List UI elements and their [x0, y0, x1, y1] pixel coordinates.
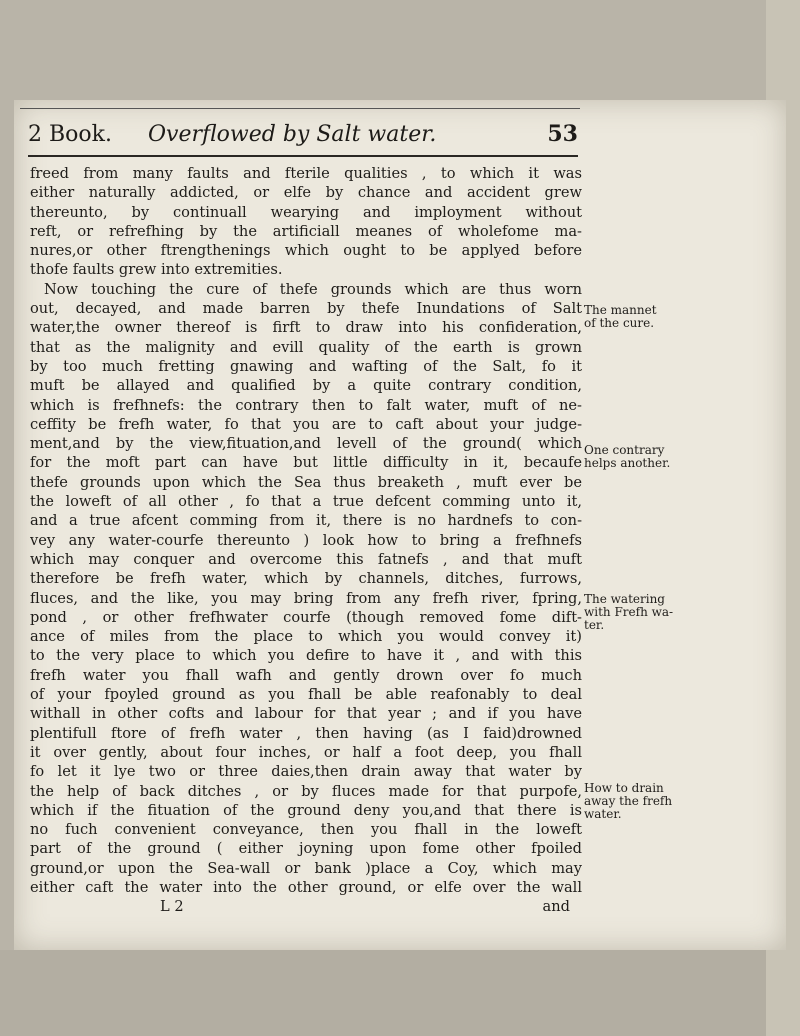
text-line: withall in other cofts and labour for that year ; and if you have — [30, 705, 582, 723]
text-line: that as the malignity and evill quality of the earth is grown — [30, 338, 582, 356]
page-number: 53 — [547, 121, 578, 147]
text-line: fluces, and the like, you may bring from any frefh river, fpring, — [30, 589, 582, 607]
text-line: muft be allayed and qualified by a quite contrary condition, — [30, 377, 582, 395]
text-line: and a true afcent comming from it, there is no hardnefs to con- — [30, 512, 582, 530]
running-title: Overflowed by Salt water. — [148, 122, 437, 147]
margin-note-watering — [584, 593, 760, 632]
text-line: which if the fituation of the ground deny you,and that there is — [30, 801, 582, 819]
margin-note-line: with Frefh wa- — [584, 605, 674, 619]
margin-note-line: ter. — [584, 618, 605, 632]
text-line: of your fpoyled ground as you fhall be able reafonably to deal — [30, 686, 582, 704]
text-line: no fuch convenient conveyance, then you fhall in the loweft — [30, 821, 582, 839]
margin-note-line: away the frefh — [584, 794, 673, 808]
text-line: part of the ground ( either joyning upon fome other fpoiled — [30, 840, 582, 858]
text-line: which is frefhnefs: the contrary then to falt water, muft of ne- — [30, 396, 582, 414]
text-line: frefh water you fhall wafh and gently drown over fo much — [30, 666, 582, 684]
margin-note-line: One contrary — [584, 443, 665, 457]
margin-note-drain — [584, 782, 760, 821]
margin-note-line: The mannet — [584, 303, 657, 317]
text-line: for the moft part can have but little difficulty in it, becaufe — [30, 454, 582, 472]
text-line: thofe faults grew into extremities. — [30, 261, 283, 279]
text-line: freed from many faults and fterile qualities , to which it was — [30, 165, 582, 182]
text-line: which may conquer and overcome this fatnefs , and that muft — [30, 550, 582, 568]
catchword: and — [542, 898, 570, 916]
text-line: it over gently, about four inches, or half a foot deep, you fhall — [30, 743, 582, 761]
text-line: water,the owner thereof is firft to draw into his confideration, — [30, 319, 582, 337]
text-line: reft, or refrefhing by the artificiall meanes of wholefome ma- — [30, 222, 582, 240]
text-line: pond , or other frefhwater courfe (though removed fome dift- — [30, 608, 582, 626]
text-line: nures,or other ftrengthenings which ought to be applyed before — [30, 242, 582, 260]
text-line: either naturally addicted, or elfe by chance and accident grew — [30, 184, 582, 202]
margin-note-line: The watering — [584, 592, 665, 606]
margin-note-line: of the cure. — [584, 316, 655, 330]
text-line: out, decayed, and made barren by thefe Inundations of Salt — [30, 300, 582, 318]
text-line: ance of miles from the place to which you would convey it) — [30, 628, 582, 646]
top-rule — [20, 108, 580, 109]
text-line: fo let it lye two or three daies,then drain away that water by — [30, 763, 582, 781]
book-number: 2 Book. — [28, 122, 112, 147]
signature-row — [30, 897, 582, 916]
margin-note-contrary — [584, 444, 760, 470]
text-line: ceffity be frefh water, fo that you are to caft about your judge- — [30, 415, 582, 433]
text-line: by too much fretting gnawing and wafting of the Salt, fo it — [30, 357, 582, 375]
margin-note-manner-of-cure — [584, 304, 760, 330]
text-line: the help of back ditches , or by fluces made for that purpofe, — [30, 782, 582, 800]
text-line: thereunto, by continuall wearying and imployment without — [30, 203, 582, 221]
margin-note-line: water. — [584, 807, 622, 821]
text-line: ment,and by the view,fituation,and levell of the ground( which — [30, 435, 582, 453]
margin-notes — [584, 0, 764, 1036]
text-line: either caft the water into the other ground, or elfe over the wall — [30, 878, 582, 896]
text-line: Now touching the cure of thefe grounds which are thus worn — [44, 280, 582, 298]
text-line: thefe grounds upon which the Sea thus breaketh , muft ever be — [30, 473, 582, 491]
body-text — [30, 164, 582, 917]
signature-mark: L 2 — [160, 898, 184, 916]
margin-note-line: helps another. — [584, 456, 671, 470]
text-line: the loweft of all other , fo that a true defcent comming unto it, — [30, 493, 582, 511]
text-line: plentifull ftore of frefh water , then having (as I faid)drowned — [30, 724, 582, 742]
text-line: vey any water-courfe thereunto ) look how to bring a frefhnefs — [30, 531, 582, 549]
text-line: ground,or upon the Sea-wall or bank )place a Coy, which may — [30, 859, 582, 877]
text-line: to the very place to which you defire to have it , and with this — [30, 647, 582, 665]
text-line: therefore be frefh water, which by channels, ditches, furrows, — [30, 570, 582, 588]
margin-note-line: How to drain — [584, 781, 664, 795]
running-header — [28, 121, 578, 157]
